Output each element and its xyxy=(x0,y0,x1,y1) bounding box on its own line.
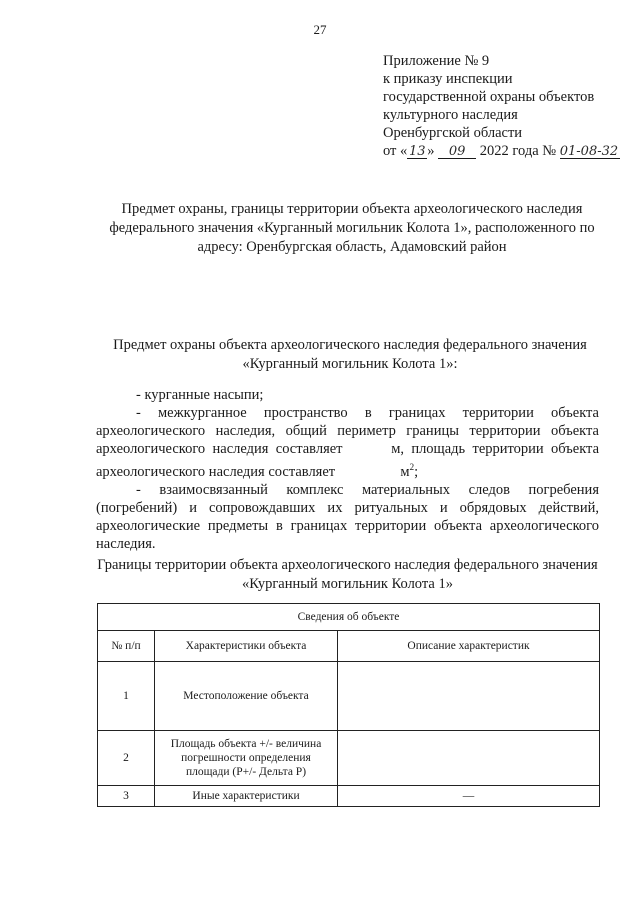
row-number: 1 xyxy=(98,662,155,731)
appendix-block xyxy=(383,52,620,160)
appendix-line: Приложение № 9 xyxy=(383,53,490,69)
handwritten-order-number: 01-08-32 xyxy=(559,144,619,159)
row-description: — xyxy=(338,786,600,807)
column-header: № п/п xyxy=(98,631,155,662)
page-number: 27 xyxy=(313,22,327,37)
subject-title: Предмет охраны объекта археологического наследия федерального значения «Курганный могильник Колота 1»: xyxy=(113,337,587,372)
order-year: 2022 года № xyxy=(479,143,557,159)
list-item-line: - межкурганное пространство в границах территории объекта xyxy=(136,405,599,421)
row-characteristic: Площадь объекта +/- величина погрешности определения площади (P+/- Дельта P) xyxy=(155,731,338,786)
list-item xyxy=(96,404,599,481)
line-part: археологического наследия составляет xyxy=(96,441,343,457)
appendix-line: культурного наследия xyxy=(383,107,518,123)
appendix-line: государственной охраны объектов xyxy=(383,89,595,105)
table-row xyxy=(98,786,600,807)
appendix-line: Оренбургской области xyxy=(383,125,523,141)
list-item-line: археологического наследия, общий периметр границы территории объекта xyxy=(96,423,599,439)
row-characteristic: Иные характеристики xyxy=(155,786,338,807)
document-title: Предмет охраны, границы территории объекта археологического наследия федерального значения «Курганный могильник Колота 1», расположенного по адресу: Оренбургская область, Адамовский район xyxy=(109,201,595,255)
row-number: 2 xyxy=(98,731,155,786)
line-part: археологического наследия составляет xyxy=(96,463,336,480)
order-date-line xyxy=(383,142,620,160)
order-quote-close: » xyxy=(427,143,435,159)
protection-subject-list xyxy=(96,386,599,553)
column-header: Характеристики объекта xyxy=(155,631,338,662)
row-description xyxy=(338,731,600,786)
boundaries-title: Границы территории объекта археологического наследия федерального значения «Курганный могильник Колота 1» xyxy=(97,557,598,592)
row-number: 3 xyxy=(98,786,155,807)
table-row xyxy=(98,662,600,731)
appendix-line: к приказу инспекции xyxy=(383,71,513,87)
unit-superscript: 2 xyxy=(409,462,415,472)
table-caption: Сведения об объекте xyxy=(98,604,600,631)
row-description xyxy=(338,662,600,731)
handwritten-day: 13 xyxy=(409,144,426,159)
punct: ; xyxy=(414,463,419,480)
unit: м xyxy=(400,463,410,480)
order-prefix: от « xyxy=(383,143,408,159)
object-info-table xyxy=(97,603,600,807)
list-item-line xyxy=(96,458,599,481)
list-item-line xyxy=(96,440,599,458)
row-characteristic: Местоположение объекта xyxy=(155,662,338,731)
list-item: - курганные насыпи; xyxy=(136,387,264,403)
list-item: - взаимосвязанный комплекс материальных следов погребения (погребений) и сопровождавших их ритуальных и обрядовых действий, археологические предметы в границах территории объекта археологического наследия. xyxy=(96,481,599,552)
handwritten-month: 09 xyxy=(438,145,476,159)
column-header: Описание характеристик xyxy=(338,631,600,662)
line-part: м, площадь территории объекта xyxy=(391,441,600,457)
table-row xyxy=(98,731,600,786)
